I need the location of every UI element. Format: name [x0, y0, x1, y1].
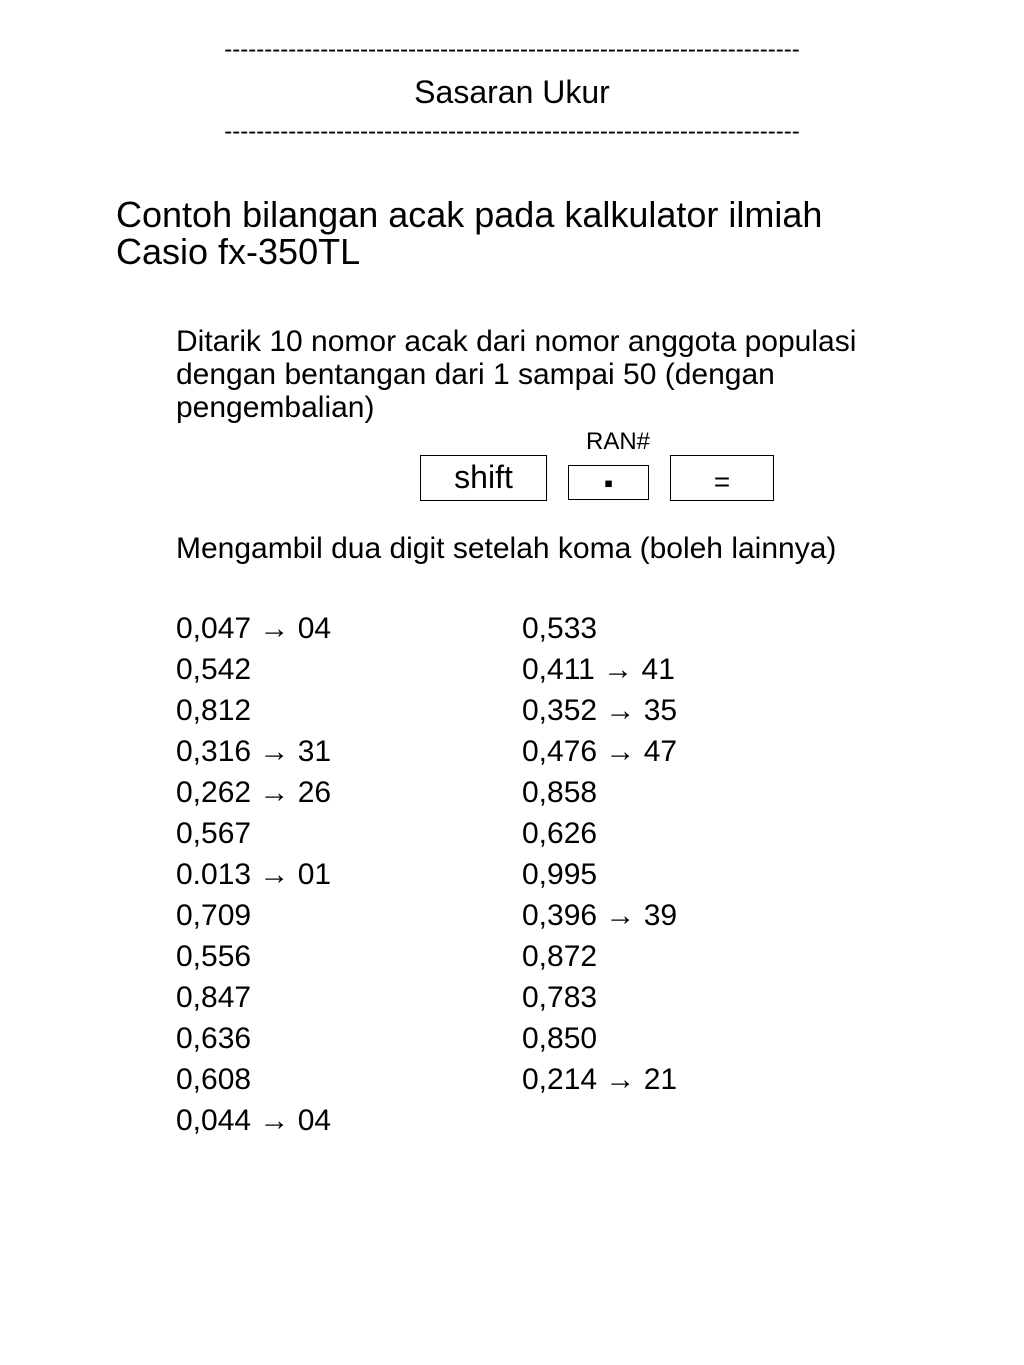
- intro-line: dengan bentangan dari 1 sampai 50 (dengan: [176, 358, 775, 391]
- number-row: 0,556: [176, 940, 252, 973]
- number-row: 0,783: [522, 981, 598, 1014]
- number-row: 0,411 → 41: [522, 653, 675, 686]
- numbers-column-right: [522, 612, 677, 1104]
- equals-key: =: [670, 455, 774, 501]
- decimal-point-key: ▪: [568, 465, 649, 500]
- header-divider-top: ------------------------------------------------------------------------: [224, 36, 800, 63]
- number-row: 0,542: [176, 653, 252, 686]
- ran-label: RAN#: [585, 428, 651, 455]
- number-row: 0.013 → 01: [176, 858, 332, 891]
- number-row: 0,533: [522, 612, 598, 645]
- header-title: Sasaran Ukur: [414, 74, 610, 110]
- page-title-line: Contoh bilangan acak pada kalkulator ilmiah: [116, 194, 823, 235]
- page-title-line: Casio fx-350TL: [116, 231, 361, 272]
- number-row: 0,850: [522, 1022, 598, 1055]
- numbers-column-left: [176, 612, 331, 1145]
- instruction-text: Mengambil dua digit setelah koma (boleh lainnya): [176, 532, 837, 565]
- number-row: 0,047 → 04: [176, 612, 332, 645]
- intro-line: pengembalian): [176, 391, 375, 424]
- intro-paragraph: [176, 325, 976, 424]
- number-row: 0,858: [522, 776, 598, 809]
- number-row: 0,044 → 04: [176, 1104, 332, 1137]
- number-row: 0,352 → 35: [522, 694, 678, 727]
- number-row: 0,636: [176, 1022, 252, 1055]
- shift-key: shift: [420, 455, 547, 501]
- number-row: 0,396 → 39: [522, 899, 678, 932]
- number-row: 0,626: [522, 817, 598, 850]
- number-row: 0,567: [176, 817, 252, 850]
- number-row: 0,476 → 47: [522, 735, 678, 768]
- number-row: 0,214 → 21: [522, 1063, 678, 1096]
- number-row: 0,709: [176, 899, 252, 932]
- header-divider-bottom: ------------------------------------------------------------------------: [224, 118, 800, 145]
- number-row: 0,847: [176, 981, 252, 1014]
- number-row: 0,608: [176, 1063, 252, 1096]
- number-row: 0,262 → 26: [176, 776, 332, 809]
- number-row: 0,872: [522, 940, 598, 973]
- number-row: 0,316 → 31: [176, 735, 332, 768]
- page-title: [116, 196, 996, 270]
- intro-line: Ditarik 10 nomor acak dari nomor anggota populasi: [176, 325, 857, 358]
- number-row: 0,995: [522, 858, 598, 891]
- number-row: 0,812: [176, 694, 252, 727]
